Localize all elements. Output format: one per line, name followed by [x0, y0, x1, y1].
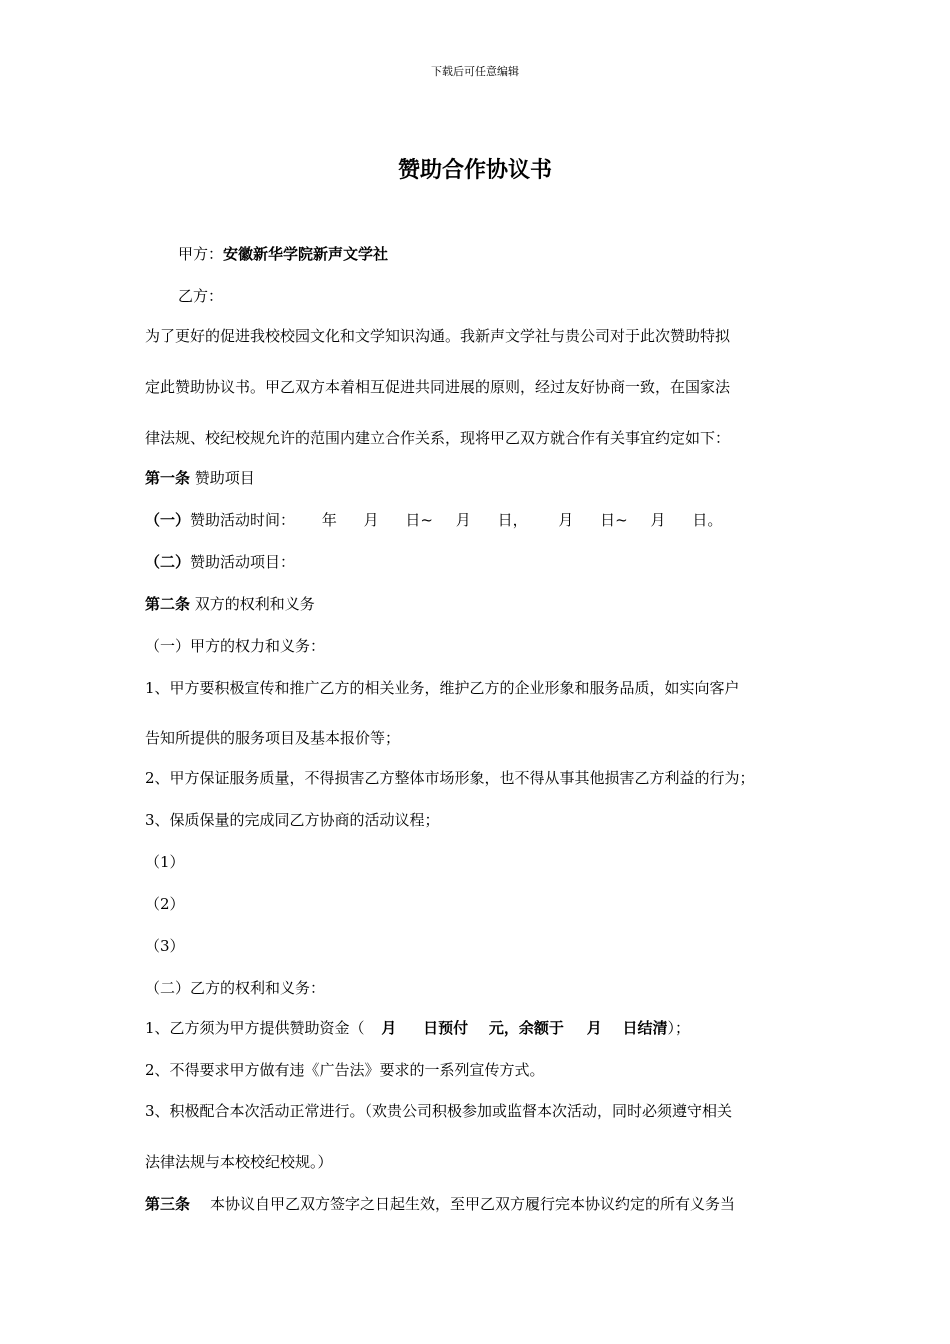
party-a-duty-3: 3、保质保量的完成同乙方协商的活动议程；: [145, 811, 440, 829]
item-2-label: （二）: [145, 553, 191, 571]
party-a-name: 安徽新华学院新声文学社: [223, 245, 389, 263]
party-b-line: [178, 286, 223, 306]
date-part: 月: [363, 511, 379, 529]
date-part: 日。: [692, 511, 723, 529]
item-1-label: （一）: [145, 511, 191, 529]
item-2-text: 赞助活动项目：: [190, 553, 296, 571]
party-a-duty-2: 2、甲方保证服务质量，不得损害乙方整体市场形象，也不得从事其他损害乙方利益的行为；: [145, 769, 755, 787]
party-a-label: 甲方：: [178, 245, 224, 263]
intro-line-3: 律法规、校纪校规允许的范围内建立合作关系，现将甲乙双方就合作有关事宜约定如下：: [145, 429, 731, 447]
party-b-duty-3-cont: 法律法规与本校校纪校规。）: [145, 1153, 333, 1171]
party-b-duties-heading: （二）乙方的权利和义务：: [145, 979, 326, 997]
party-b-duty-3: 3、积极配合本次活动正常进行。（欢贵公司积极参加或监督本次活动，同时必须遵守相关: [145, 1102, 733, 1120]
article-1-heading: 第一条: [145, 469, 191, 487]
funding-balance: 元，余额于: [488, 1019, 564, 1037]
numbered-item-2: （2）: [145, 895, 185, 913]
party-b-duty-1: [145, 1018, 690, 1038]
numbered-item-1: （1）: [145, 853, 185, 871]
date-part: 月: [558, 511, 574, 529]
article-1-text: 赞助项目: [194, 469, 255, 487]
intro-line-2: 定此赞助协议书。甲乙双方本着相互促进共同进展的原则，经过友好协商一致，在国家法: [145, 378, 731, 396]
article-1-item-1: [145, 510, 722, 530]
article-3-line: [145, 1194, 735, 1214]
party-a-duty-1: 1、甲方要积极宣传和推广乙方的相关业务，维护乙方的企业形象和服务品质，如实向客户: [145, 679, 740, 697]
header-note: 下载后可任意编辑: [431, 65, 519, 78]
date-part: 日，: [497, 511, 528, 529]
numbered-item-3: （3）: [145, 937, 185, 955]
article-2-heading: 第二条: [145, 595, 191, 613]
party-b-label: 乙方：: [178, 287, 224, 305]
date-part: 年: [321, 511, 337, 529]
party-a-duty-1-cont: 告知所提供的服务项目及基本报价等；: [145, 729, 401, 747]
date-part: 日~: [405, 511, 433, 529]
intro-line-1: 为了更好的促进我校校园文化和文学知识沟通。我新声文学社与贵公司对于此次赞助特拟: [145, 327, 731, 345]
document-title: 赞助合作协议书: [397, 157, 552, 183]
date-part: 月: [650, 511, 666, 529]
article-2-line: [145, 594, 315, 614]
funding-month: 月: [381, 1019, 397, 1037]
funding-advance: 日预付: [423, 1019, 469, 1037]
funding-settle-month: 月: [586, 1019, 602, 1037]
party-a-duties-heading: （一）甲方的权力和义务：: [145, 637, 326, 655]
party-b-duty-2: 2、不得要求甲方做有违《广告法》要求的一系列宣传方式。: [145, 1061, 545, 1079]
date-part: 月: [455, 511, 471, 529]
article-1-item-2: [145, 552, 295, 572]
duty-1-suffix: ）；: [667, 1019, 691, 1037]
date-part: 日~: [600, 511, 628, 529]
duty-1-prefix: 1、乙方须为甲方提供赞助资金（: [145, 1019, 365, 1037]
funding-settle: 日结清: [622, 1019, 668, 1037]
article-3-heading: 第三条: [145, 1195, 191, 1213]
party-a-line: [178, 244, 388, 264]
article-1-line: [145, 468, 255, 488]
article-2-text: 双方的权利和义务: [194, 595, 315, 613]
article-3-text: 本协议自甲乙双方签字之日起生效，至甲乙双方履行完本协议约定的所有义务当: [210, 1195, 736, 1213]
item-1-text: 赞助活动时间：: [190, 511, 296, 529]
